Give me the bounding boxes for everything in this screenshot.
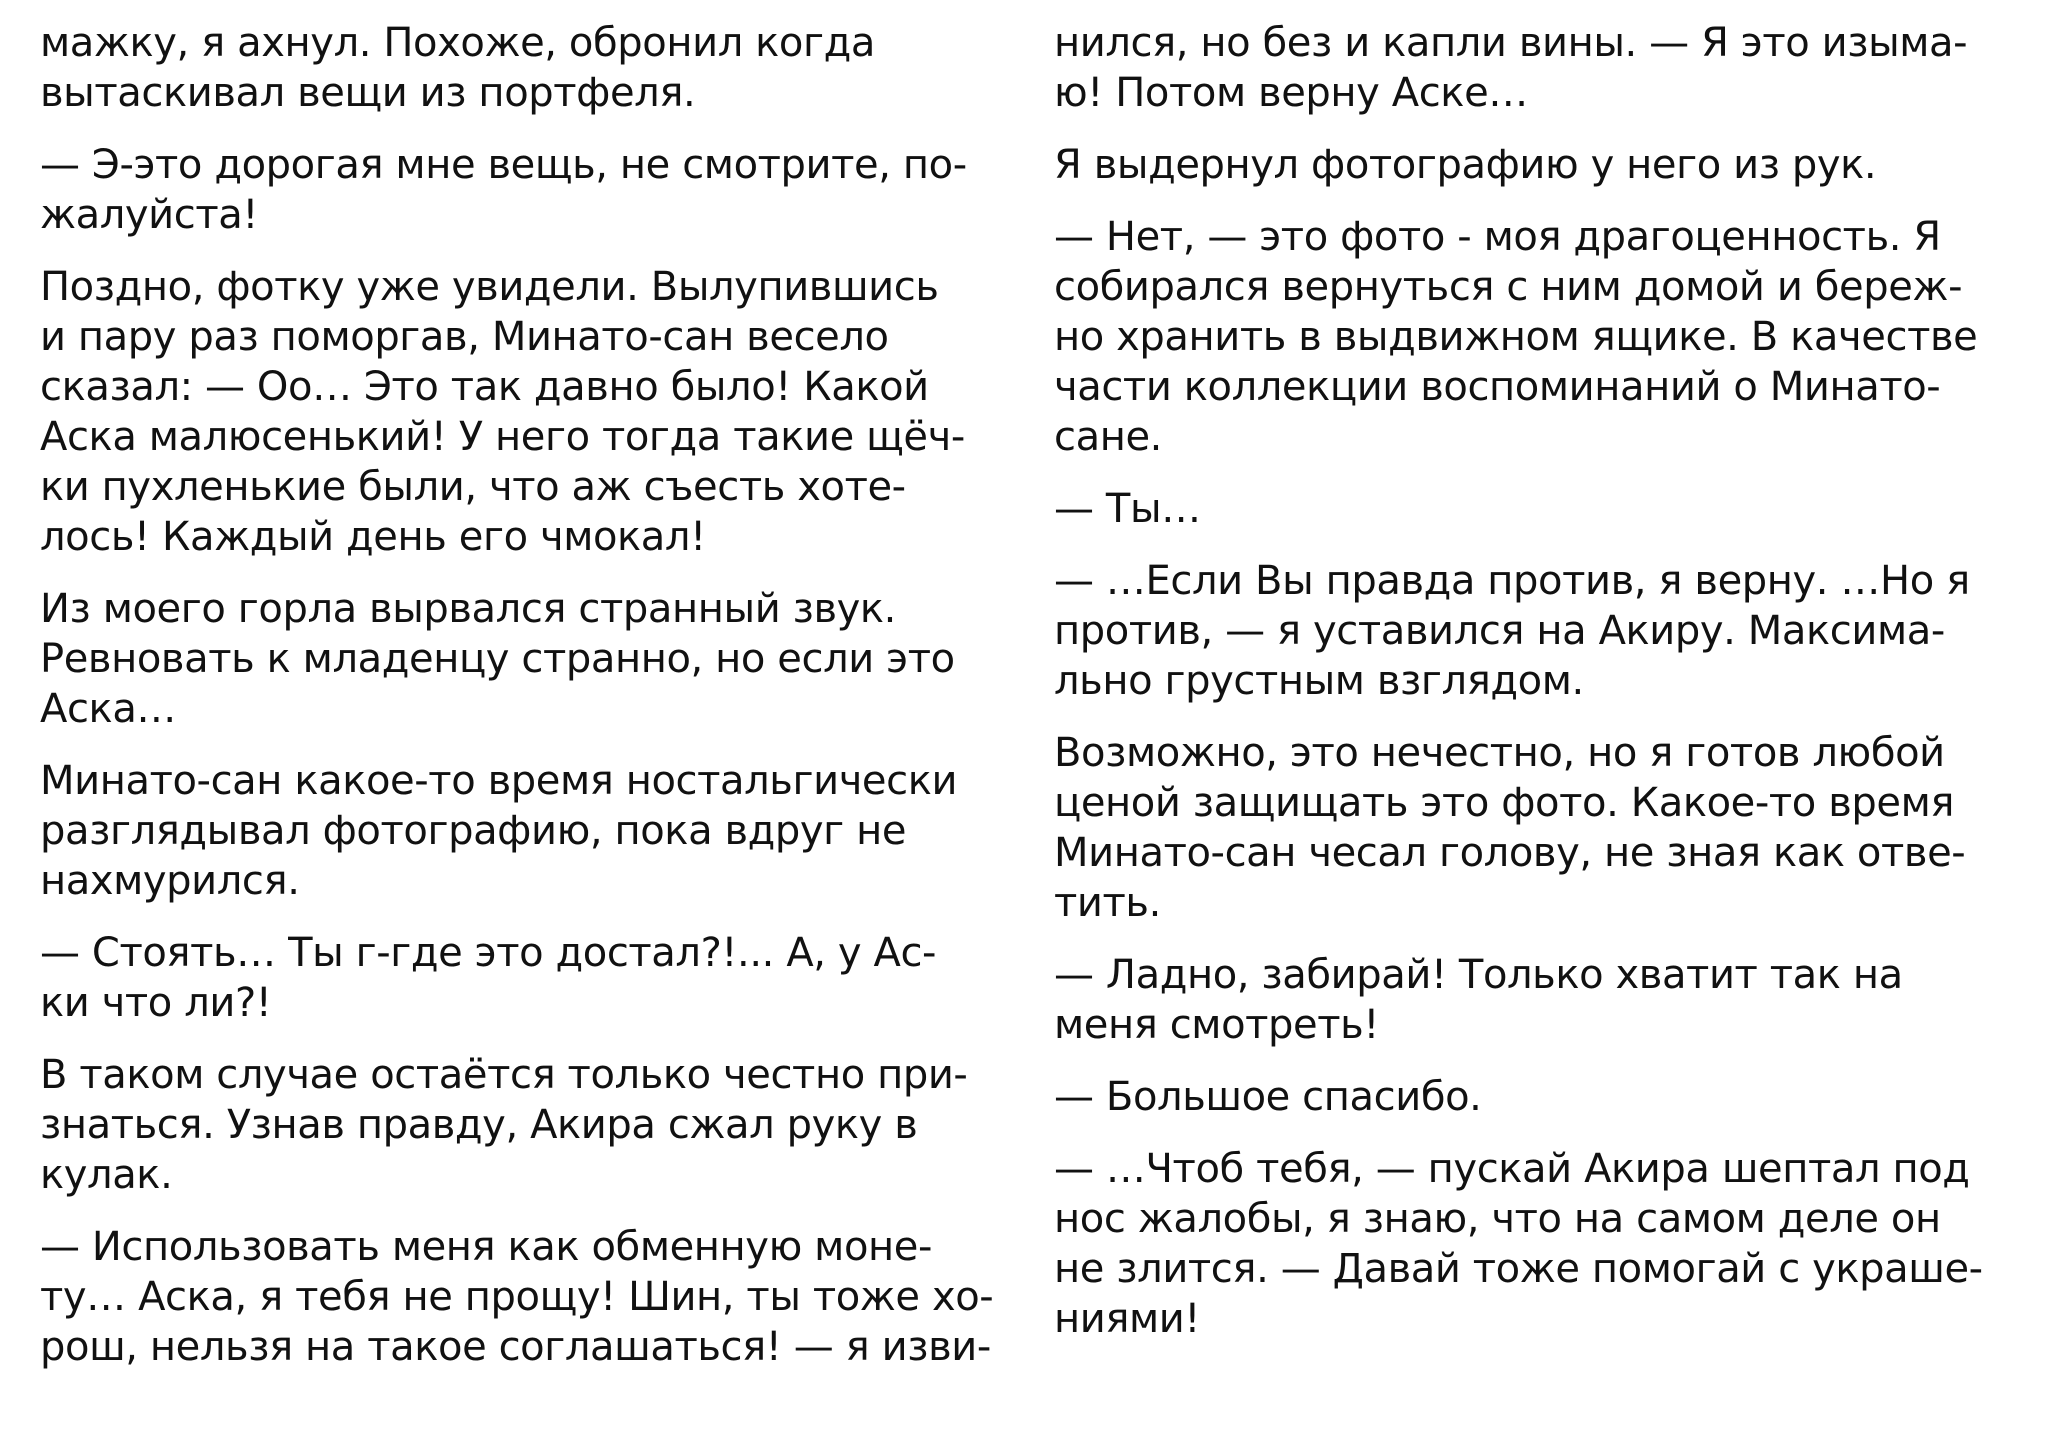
text-line: — …Чтоб тебя, — пускай Акира шептал под — [1054, 1146, 1970, 1192]
text-line: сказал: — Оо… Это так давно было! Какой — [40, 364, 929, 410]
text-line: — …Если Вы правда против, я верну. …Но я — [1054, 558, 1970, 604]
text-line: знаться. Узнав правду, Акира сжал руку в — [40, 1102, 918, 1148]
paragraph — [40, 1050, 1030, 1200]
paragraph — [40, 1222, 1030, 1372]
paragraph — [1054, 1144, 2038, 1344]
text-line: рош, нельзя на такое соглашаться! — я изви- — [40, 1324, 991, 1370]
paragraph — [1054, 18, 2038, 118]
text-line: Из моего горла вырвался странный звук. — [40, 586, 896, 632]
text-line: Поздно, фотку уже увидели. Вылупившись — [40, 264, 939, 310]
text-line: лось! Каждый день его чмокал! — [40, 514, 706, 560]
text-line: кулак. — [40, 1152, 173, 1198]
paragraph — [40, 262, 1030, 562]
text-line: собирался вернуться с ним домой и береж- — [1054, 264, 1963, 310]
paragraph — [1054, 1072, 2038, 1122]
text-line: В таком случае остаётся только честно при- — [40, 1052, 968, 1098]
paragraph — [1054, 950, 2038, 1050]
text-line: — Стоять… Ты г-где это достал?!... А, у Ас- — [40, 930, 937, 976]
text-line: тить. — [1054, 880, 1161, 926]
text-line: и пару раз поморгав, Минато-сан весело — [40, 314, 889, 360]
text-line: ю! Потом верну Аске… — [1054, 70, 1528, 116]
text-line: Возможно, это нечестно, но я готов любой — [1054, 730, 1945, 776]
text-line: сане. — [1054, 414, 1162, 460]
paragraph — [1054, 728, 2038, 928]
text-line: ту… Аска, я тебя не прощу! Шин, ты тоже хо- — [40, 1274, 994, 1320]
text-line: нос жалобы, я знаю, что на самом деле он — [1054, 1196, 1941, 1242]
text-line: жалуйста! — [40, 192, 259, 238]
text-line: не злится. — Давай тоже помогай с украше- — [1054, 1246, 1983, 1292]
text-line: нился, но без и капли вины. — Я это изыма- — [1054, 20, 1968, 66]
text-line: Аска малюсенький! У него тогда такие щёч- — [40, 414, 965, 460]
text-line: — Нет, — это фото - моя драгоценность. Я — [1054, 214, 1941, 260]
text-line: — Использовать меня как обменную моне- — [40, 1224, 933, 1270]
text-line: — Большое спасибо. — [1054, 1074, 1482, 1120]
paragraph — [40, 140, 1030, 240]
paragraph — [1054, 212, 2038, 462]
paragraph — [1054, 140, 2038, 190]
text-line: меня смотреть! — [1054, 1002, 1379, 1048]
text-line: Аска… — [40, 686, 177, 732]
paragraph — [40, 18, 1030, 118]
text-line: части коллекции воспоминаний о Минато- — [1054, 364, 1941, 410]
text-line: — Э-это дорогая мне вещь, не смотрите, по- — [40, 142, 967, 188]
left-text-column — [40, 18, 1030, 1394]
text-line: Я выдернул фотографию у него из рук. — [1054, 142, 1877, 188]
text-line: ценой защищать это фото. Какое-то время — [1054, 780, 1955, 826]
paragraph — [40, 928, 1030, 1028]
text-line: — Ладно, забирай! Только хватит так на — [1054, 952, 1903, 998]
text-line: ки что ли?! — [40, 980, 272, 1026]
text-line: вытаскивал вещи из портфеля. — [40, 70, 696, 116]
paragraph — [40, 756, 1030, 906]
text-line: но хранить в выдвижном ящике. В качестве — [1054, 314, 1978, 360]
text-line: против, — я уставился на Акиру. Максима- — [1054, 608, 1945, 654]
text-line: Минато-сан какое-то время ностальгически — [40, 758, 958, 804]
paragraph — [1054, 484, 2038, 534]
text-line: разглядывал фотографию, пока вдруг не — [40, 808, 907, 854]
text-line: — Ты… — [1054, 486, 1201, 532]
paragraph — [1054, 556, 2038, 706]
text-line: ниями! — [1054, 1296, 1201, 1342]
paragraph — [40, 584, 1030, 734]
text-line: ки пухленькие были, что аж съесть хоте- — [40, 464, 906, 510]
right-text-column — [1054, 18, 2038, 1366]
text-line: мажку, я ахнул. Похоже, обронил когда — [40, 20, 875, 66]
text-line: Ревновать к младенцу странно, но если это — [40, 636, 955, 682]
text-line: нахмурился. — [40, 858, 300, 904]
text-line: Минато-сан чесал голову, не зная как отве- — [1054, 830, 1966, 876]
text-line: льно грустным взглядом. — [1054, 658, 1584, 704]
